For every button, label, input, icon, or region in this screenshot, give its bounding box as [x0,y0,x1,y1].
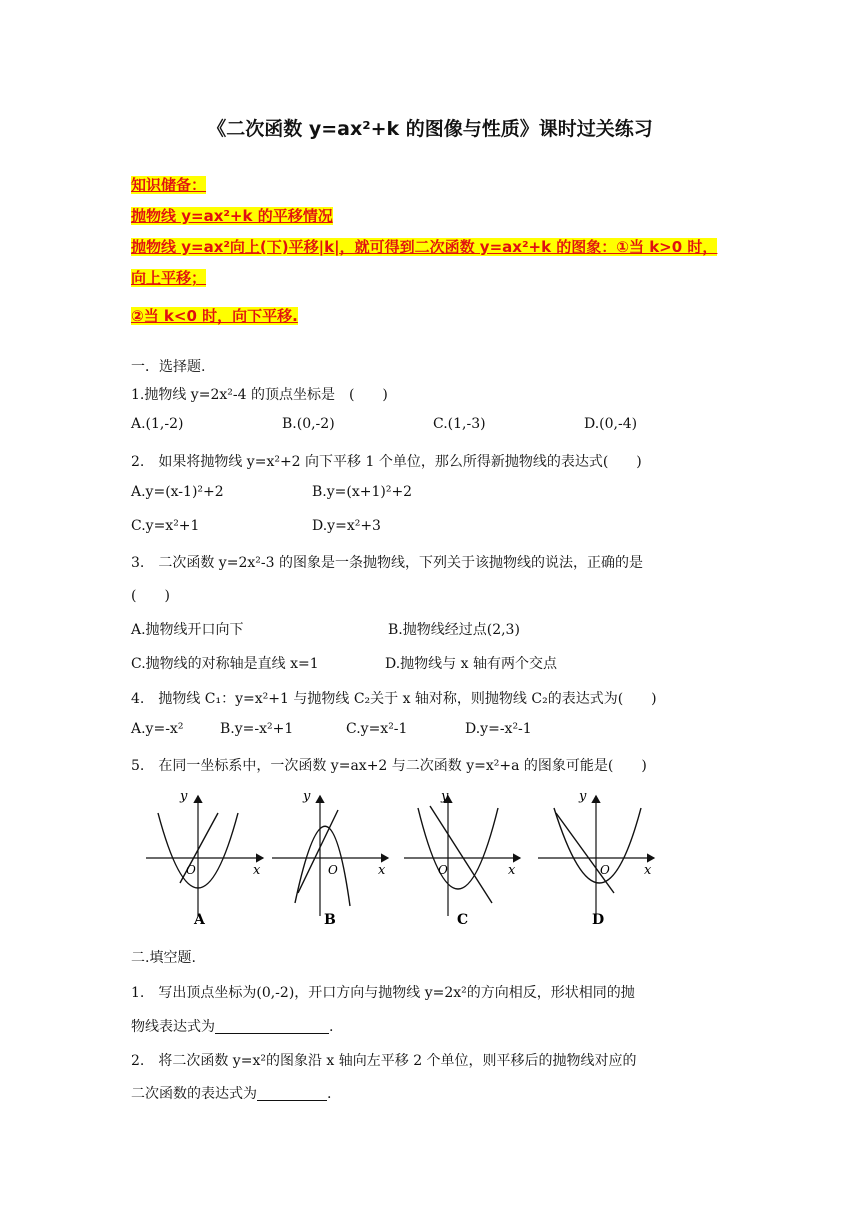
graph-d-origin: O [600,863,610,877]
q3-option-c: C.抛物线的对称轴是直线 x=1 [131,656,319,672]
graph-b-y-label: y [303,789,311,804]
graph-b [272,789,388,928]
graph-c-y-label: y [441,789,449,804]
graph-b-x-label: x [378,863,386,878]
graph-d [538,789,654,928]
graph-a-x-label: x [253,863,261,878]
q2-option-c: C.y=x²+1 [131,518,200,534]
graph-b-origin: O [328,863,338,877]
graph-b-label: B [324,912,336,928]
q3-option-a: A.抛物线开口向下 [131,622,244,638]
fill-1-answer-blank[interactable] [215,1019,329,1034]
question-4-stem: 4. 抛物线 C₁：y=x²+1 与抛物线 C₂关于 x 轴对称，则抛物线 C₂的表达式为( ) [131,691,657,707]
page-title: 《二次函数 y=ax²+k 的图像与性质》课时过关练习 [207,118,653,140]
question-3-stem: 3. 二次函数 y=2x²-3 的图象是一条抛物线，下列关于该抛物线的说法，正确的是 [131,555,643,571]
knowledge-line-2: 向上平移； [131,269,207,287]
q1-option-b: B.(0,-2) [282,416,335,432]
section-1-heading: 一．选择题. [131,359,206,375]
q4-option-c: C.y=x²-1 [346,721,408,737]
q2-option-b: B.y=(x+1)²+2 [312,484,413,500]
graph-c-origin: O [438,863,448,877]
q4-option-d: D.y=-x²-1 [465,721,532,737]
question-1-stem: 1.抛物线 y=2x²-4 的顶点坐标是 ( ) [131,387,388,403]
graph-d-x-label: x [644,863,652,878]
fill-1-line-2: 物线表达式为 . [131,1019,334,1035]
q1-option-a: A.(1,-2) [131,416,184,432]
q4-option-b: B.y=-x²+1 [220,721,294,737]
q1-option-c: C.(1,-3) [433,416,486,432]
q2-option-a: A.y=(x-1)²+2 [131,484,224,500]
q3-option-b: B.抛物线经过点(2,3) [388,622,520,638]
knowledge-line-3: ②当 k<0 时，向下平移. [131,307,298,325]
knowledge-line-1: 抛物线 y=ax²向上(下)平移|k|，就可得到二次函数 y=ax²+k 的图象：①当 k>0 时， [131,238,718,256]
fill-2-line-1: 2. 将二次函数 y=x²的图象沿 x 轴向左平移 2 个单位，则平移后的抛物线对应的 [131,1053,637,1069]
q2-option-d: D.y=x²+3 [312,518,381,534]
question-3-stem-cont: ( ) [131,588,170,604]
graph-a [146,789,263,928]
question-5-stem: 5. 在同一坐标系中，一次函数 y=ax+2 与二次函数 y=x²+a 的图象可能是( ) [131,758,647,774]
fill-2-answer-blank[interactable] [257,1086,327,1101]
graph-d-label: D [592,912,605,928]
fill-1-line-1: 1. 写出顶点坐标为(0,-2)，开口方向与抛物线 y=2x²的方向相反，形状相同的抛 [131,985,635,1001]
section-2-heading: 二.填空题. [131,950,196,966]
knowledge-heading: 知识储备： [131,176,207,194]
q5-graphs-svg [138,788,738,928]
graph-d-y-label: y [579,789,587,804]
fill-2-line-2: 二次函数的表达式为 . [131,1086,332,1102]
q3-option-d: D.抛物线与 x 轴有两个交点 [385,656,557,672]
q1-option-d: D.(0,-4) [584,416,638,432]
knowledge-subheading: 抛物线 y=ax²+k 的平移情况 [131,207,333,225]
graph-c-x-label: x [508,863,516,878]
q5-graph-options [138,788,738,932]
q4-option-a: A.y=-x² [131,721,184,737]
graph-c-label: C [457,912,469,928]
graph-c [404,789,520,928]
graph-a-y-label: y [180,789,188,804]
question-2-stem: 2. 如果将抛物线 y=x²+2 向下平移 1 个单位，那么所得新抛物线的表达式( ) [131,454,642,470]
graph-a-origin: O [186,863,196,877]
graph-a-label: A [194,912,205,928]
